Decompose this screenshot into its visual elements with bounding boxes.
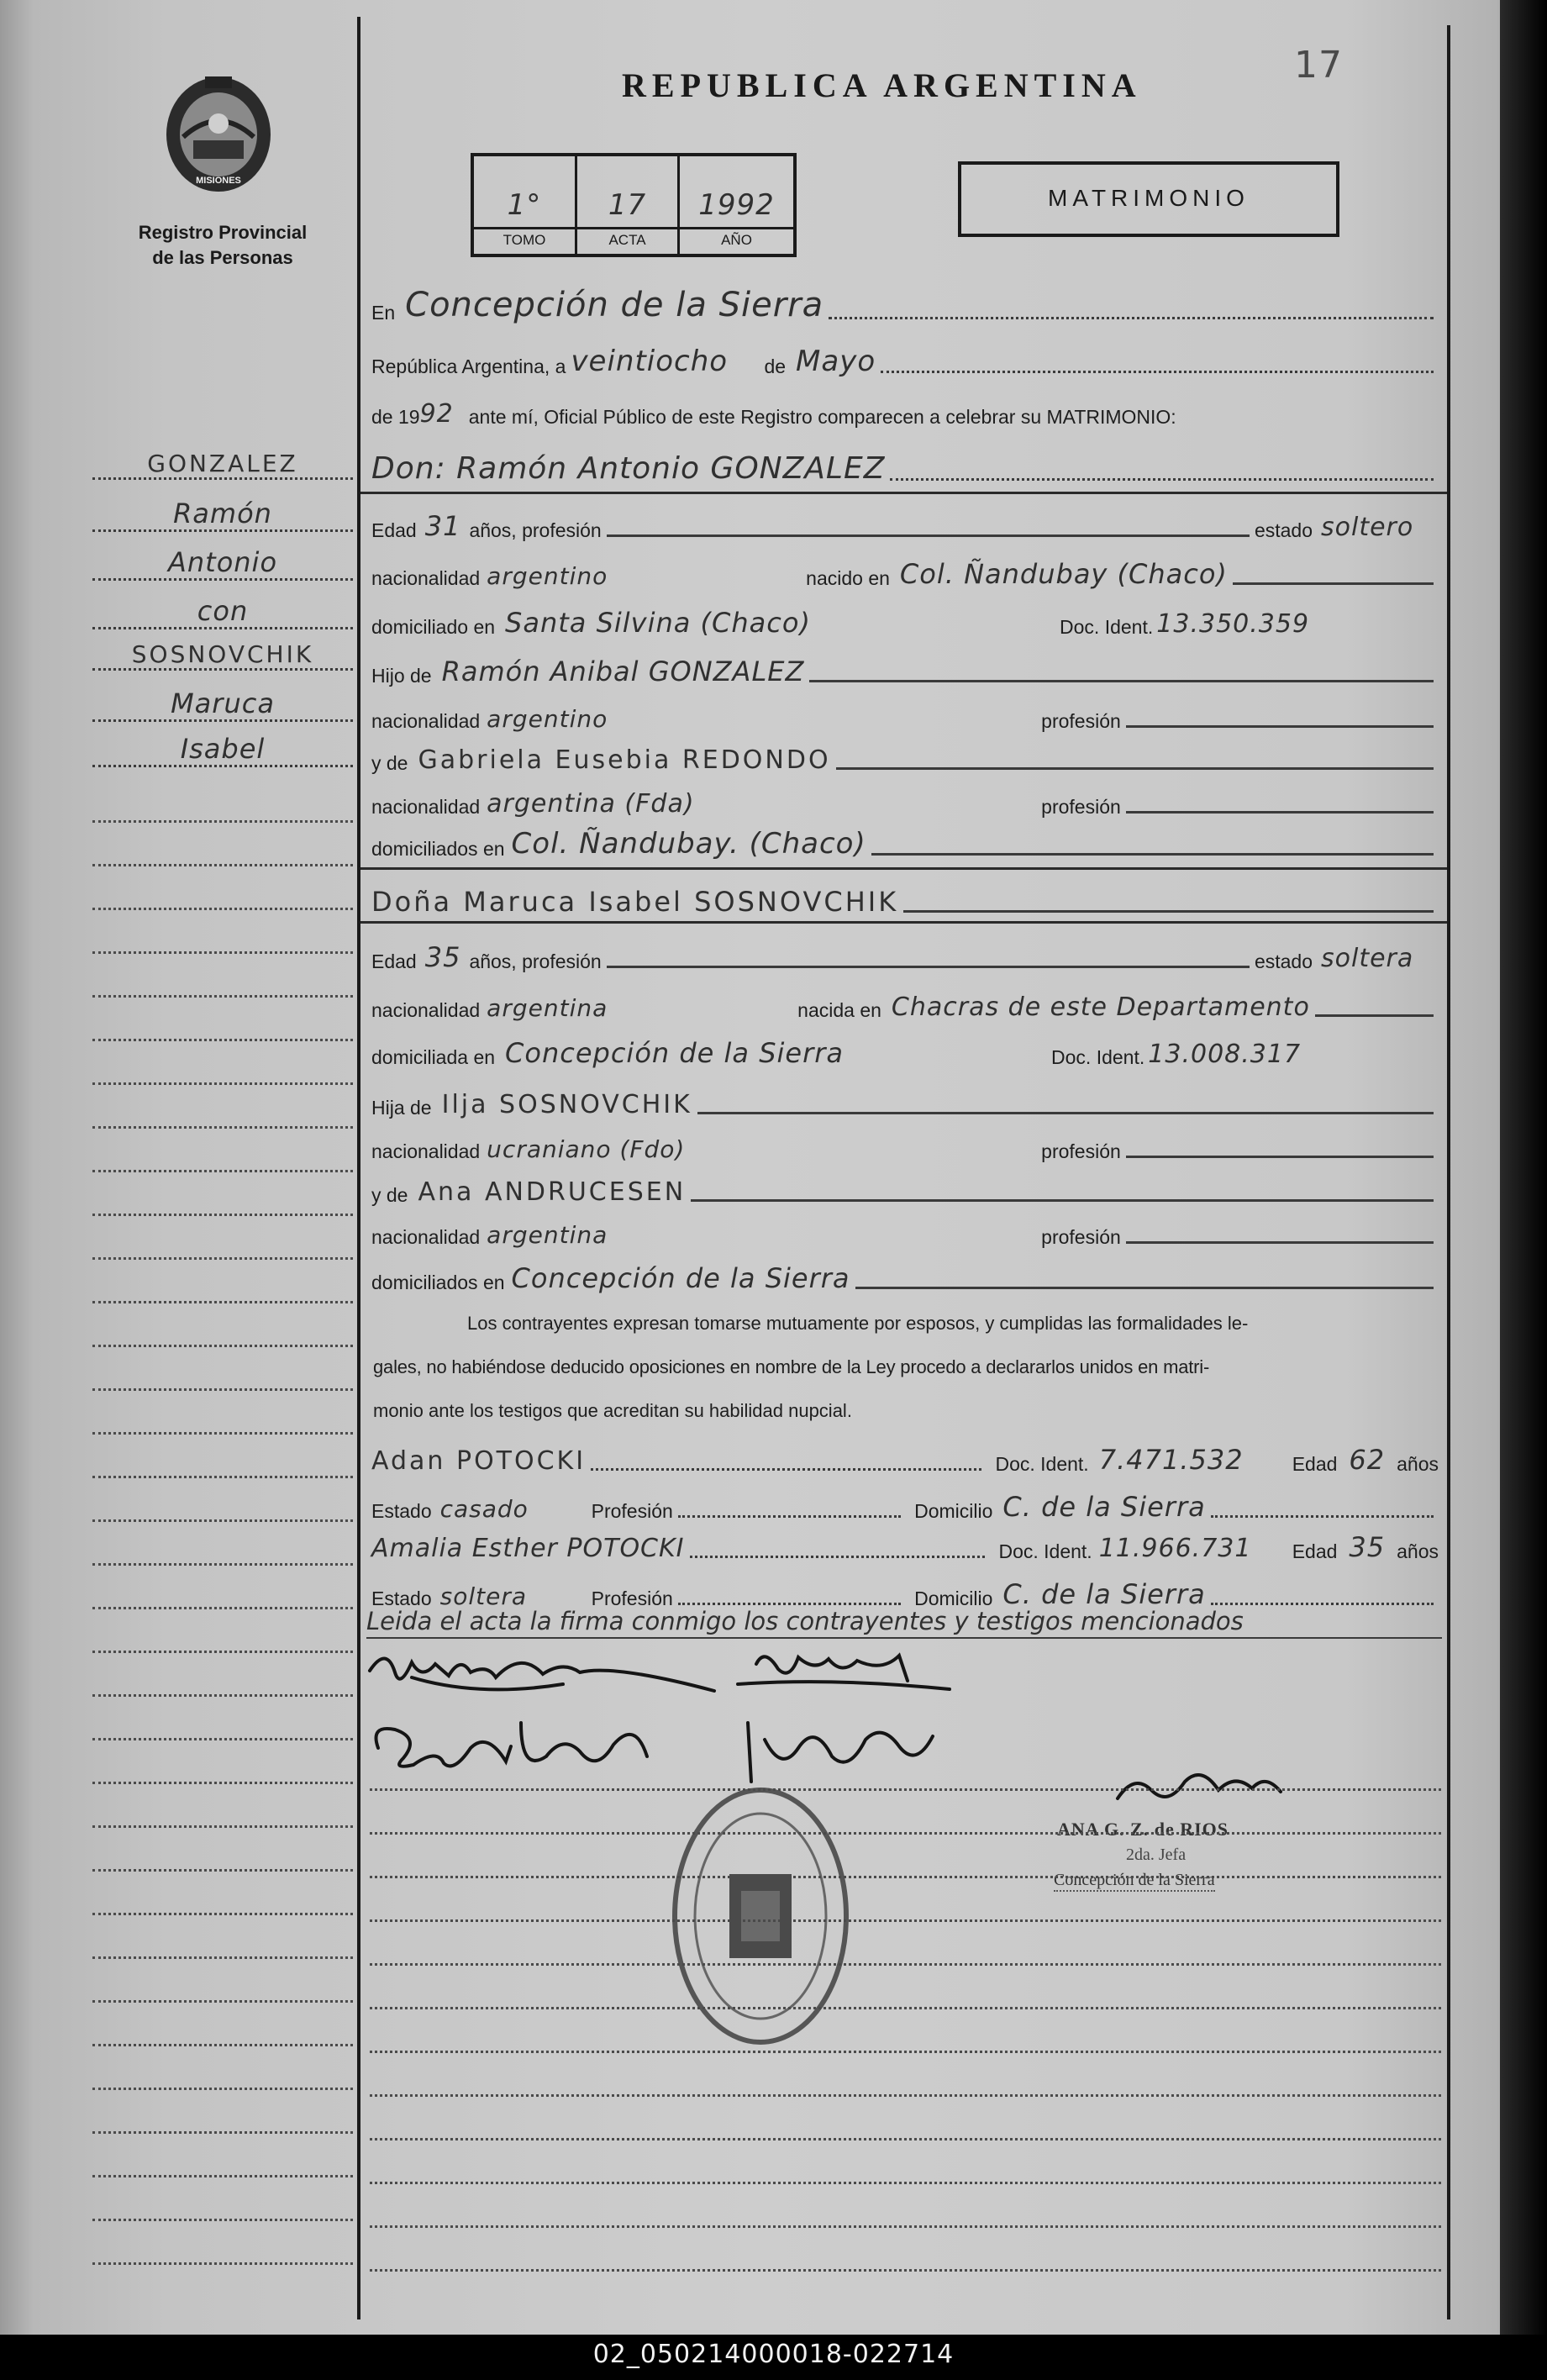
groom-father-line: Hijo de Ramón Anibal GONZALEZ xyxy=(371,645,1439,687)
margin-name-0: GONZALEZ xyxy=(92,450,353,480)
margin-ruled-line xyxy=(92,1388,353,1391)
body-ruled-line xyxy=(370,1788,1441,1791)
margin-ruled-line xyxy=(92,2088,353,2090)
month-value: Mayo xyxy=(796,345,876,378)
margin-ruled-line xyxy=(92,2262,353,2265)
scan-reference-code: 02_050214000018-022714 xyxy=(592,2340,955,2369)
bride-mother-nationality-line: nacionalidad argentina profesión xyxy=(371,1210,1439,1249)
groom-nationality-line: nacionalidad argentino nacido en Col. Ñandubay (Chaco) xyxy=(371,548,1439,590)
provincial-seal-icon xyxy=(160,71,277,197)
groom-father-nationality-line: nacionalidad argentino profesión xyxy=(371,694,1439,733)
acta-label: ACTA xyxy=(608,232,646,248)
witness-1-status-line: Estado casado Profesión Domicilio C. de la Sierra xyxy=(371,1481,1439,1523)
bride-name: Doña Maruca Isabel SOSNOVCHIK xyxy=(371,886,899,918)
record-number-box xyxy=(471,153,797,257)
margin-ruled-line xyxy=(92,1126,353,1129)
body-ruled-line xyxy=(370,1876,1441,1878)
groom-mother-line: y de Gabriela Eusebia REDONDO xyxy=(371,733,1439,775)
margin-ruled-line xyxy=(92,1651,353,1653)
body-ruled-line xyxy=(370,2094,1441,2097)
groom-name: Don: Ramón Antonio GONZALEZ xyxy=(371,451,886,486)
margin-ruled-line xyxy=(92,2044,353,2046)
footer-bar xyxy=(0,2335,1547,2380)
official-round-seal-icon xyxy=(664,1782,857,2051)
bride-age-line: Edad 35 años, profesión estado soltera xyxy=(371,941,1414,973)
declaration-line-1: Los contrayentes expresan tomarse mutuamente por esposos, y cumplidas las formalidades le- xyxy=(467,1313,1249,1334)
margin-name-6: Isabel xyxy=(92,733,353,767)
closing-statement: Leida el acta la firma conmigo los contrayentes y testigos mencionados xyxy=(366,1607,1442,1639)
groom-name-line xyxy=(371,440,1439,486)
margin-ruled-line xyxy=(92,1170,353,1172)
registry-name-line2: de las Personas xyxy=(152,247,293,268)
bride-domicile-line: domiciliada en Concepción de la Sierra Doc. Ident. 13.008.317 xyxy=(371,1037,1302,1069)
page-number: 17 xyxy=(1294,44,1343,87)
ano-value: 1992 xyxy=(698,188,775,222)
witness-2-status-line: Estado soltera Profesión Domicilio C. de la Sierra xyxy=(371,1568,1439,1610)
body-ruled-line xyxy=(370,1963,1441,1966)
body-ruled-line xyxy=(370,2269,1441,2272)
registry-name-line1: Registro Provincial xyxy=(138,222,308,243)
margin-ruled-line xyxy=(92,2219,353,2221)
margin-ruled-line xyxy=(92,2175,353,2177)
bride-parents-domicile-line: domiciliados en Concepción de la Sierra xyxy=(371,1252,1439,1294)
margin-ruled-line xyxy=(92,908,353,910)
statement-line: de 19 92 ante mí, Oficial Público de este Registro comparecen a celebrar su MATRIMONIO: xyxy=(371,399,1176,429)
margin-name-2: Antonio xyxy=(92,546,353,581)
margin-ruled-line xyxy=(92,1432,353,1435)
bride-divider xyxy=(360,921,1447,924)
tomo-value: 1° xyxy=(507,188,542,222)
witness-1-line: Adan POTOCKI Doc. Ident. 7.471.532 Edad 62 años xyxy=(371,1444,1439,1476)
margin-ruled-line xyxy=(92,1257,353,1260)
body-ruled-line xyxy=(370,2138,1441,2140)
margin-ruled-line xyxy=(92,864,353,866)
official-title: 2da. Jefa xyxy=(1126,1846,1187,1864)
margin-ruled-line xyxy=(92,951,353,954)
margin-ruled-line xyxy=(92,1869,353,1872)
official-office: Concepción de la Sierra xyxy=(1054,1871,1215,1892)
section-divider-upper xyxy=(360,867,1447,870)
declaration-line-2: gales, no habiéndose deducido oposiciones en nombre de la Ley procedo a declararlos unidos en matri- xyxy=(373,1356,1210,1377)
margin-ruled-line xyxy=(92,1782,353,1784)
tomo-label: TOMO xyxy=(503,232,546,248)
year-value: 92 xyxy=(419,399,454,429)
body-ruled-line xyxy=(370,2225,1441,2228)
margin-ruled-line xyxy=(92,1694,353,1697)
margin-ruled-line xyxy=(92,1476,353,1478)
document-type-label: MATRIMONIO xyxy=(1048,185,1250,211)
day-value: veintiocho xyxy=(571,345,729,378)
witness-2-line: Amalia Esther POTOCKI Doc. Ident. 11.966.731 Edad 35 años xyxy=(371,1531,1439,1563)
margin-ruled-line xyxy=(92,820,353,823)
groom-parents-domicile-line: domiciliados en Col. Ñandubay. (Chaco) xyxy=(371,819,1439,861)
margin-ruled-line xyxy=(92,1825,353,1828)
bride-name-line xyxy=(371,874,1439,918)
body-ruled-line xyxy=(370,2007,1441,2009)
binder-edge xyxy=(1500,0,1547,2335)
ano-label: AÑO xyxy=(721,232,752,248)
body-ruled-line xyxy=(370,1832,1441,1835)
margin-name-3: con xyxy=(92,595,353,629)
declaration-line-3: monio ante los testigos que acreditan su habilidad nupcial. xyxy=(373,1400,852,1421)
body-ruled-line xyxy=(370,2051,1441,2053)
groom-domicile-line: domiciliado en Santa Silvina (Chaco) Doc. Ident. 13.350.359 xyxy=(371,607,1310,639)
signatures-area xyxy=(361,1647,1454,1832)
margin-ruled-line xyxy=(92,1301,353,1303)
margin-ruled-line xyxy=(92,1214,353,1216)
margin-ruled-line xyxy=(92,1519,353,1522)
country-heading: REPUBLICA ARGENTINA xyxy=(622,66,1142,104)
bride-father-nationality-line: nacionalidad ucraniano (Fdo) profesión xyxy=(371,1124,1439,1163)
margin-ruled-line xyxy=(92,1913,353,1915)
margin-ruled-line xyxy=(92,2131,353,2134)
margin-name-1: Ramón xyxy=(92,498,353,532)
bride-nationality-line: nacionalidad argentina nacida en Chacras de este Departamento xyxy=(371,980,1439,1022)
margin-ruled-line xyxy=(92,1039,353,1041)
margin-ruled-line xyxy=(92,1738,353,1740)
margin-name-5: Maruca xyxy=(92,687,353,722)
document-type-box xyxy=(958,161,1339,237)
acta-value: 17 xyxy=(608,188,647,222)
margin-ruled-line xyxy=(92,995,353,998)
margin-ruled-line xyxy=(92,1607,353,1609)
official-name: ANA G. Z. de RIOS xyxy=(1057,1819,1229,1840)
date-line: República Argentina, a veintiocho de Mayo xyxy=(371,336,1439,378)
margin-ruled-line xyxy=(92,1345,353,1347)
place-line: En Concepción de la Sierra xyxy=(371,279,1439,324)
margin-ruled-line xyxy=(92,1956,353,1959)
groom-mother-nationality-line: nacionalidad argentina (Fda) profesión xyxy=(371,780,1439,819)
groom-age-line: Edad 31 años, profesión estado soltero xyxy=(371,510,1414,542)
margin-ruled-line xyxy=(92,1082,353,1085)
right-border xyxy=(1447,25,1450,2319)
body-ruled-line xyxy=(370,2182,1441,2184)
margin-ruled-line xyxy=(92,1563,353,1566)
groom-divider xyxy=(360,492,1447,494)
place-value: Concepción de la Sierra xyxy=(405,286,824,324)
seal-caption: MISIONES xyxy=(196,176,241,186)
bride-mother-line: y de Ana ANDRUCESEN xyxy=(371,1165,1439,1207)
margin-name-4: SOSNOVCHIK xyxy=(92,640,353,671)
margin-divider xyxy=(357,17,360,2319)
body-ruled-line xyxy=(370,1919,1441,1922)
margin-ruled-line xyxy=(92,2000,353,2003)
bride-father-line: Hija de Ilja SOSNOVCHIK xyxy=(371,1077,1439,1119)
